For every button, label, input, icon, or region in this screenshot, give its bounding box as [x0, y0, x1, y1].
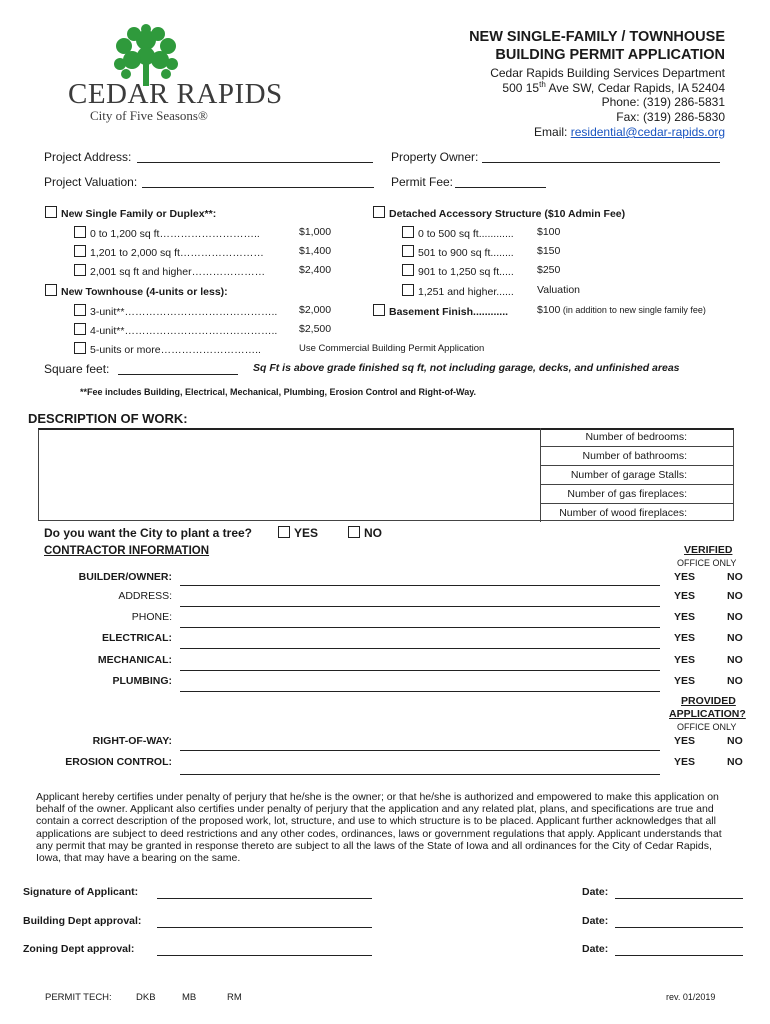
- th-price: $2,500: [299, 323, 332, 335]
- no-option[interactable]: NO: [727, 675, 743, 687]
- fax: Fax: (319) 286-5830: [616, 110, 725, 124]
- verified-label: VERIFIED: [684, 544, 733, 556]
- checkbox[interactable]: [402, 245, 414, 257]
- project-valuation-label: Project Valuation:: [44, 175, 138, 189]
- building-approval-label: Building Dept approval:: [23, 915, 142, 927]
- project-address-field[interactable]: [137, 162, 373, 163]
- yes-option[interactable]: YES: [674, 571, 696, 583]
- provided-label: PROVIDED: [681, 695, 736, 707]
- permit-fee-label: Permit Fee:: [391, 175, 454, 189]
- builder-owner-label: BUILDER/OWNER:: [78, 571, 172, 583]
- tree-yes-checkbox[interactable]: [278, 526, 290, 538]
- applicant-signature-field[interactable]: [157, 898, 372, 899]
- phone: Phone: (319) 286-5831: [601, 95, 725, 109]
- title-line-2: BUILDING PERMIT APPLICATION: [495, 47, 725, 63]
- right-of-way-label: RIGHT-OF-WAY:: [92, 735, 172, 747]
- acc-price: $150: [537, 245, 561, 257]
- checkbox[interactable]: [74, 323, 86, 335]
- mechanical-label: MECHANICAL:: [97, 654, 172, 666]
- tree-icon: [110, 24, 182, 86]
- address-field[interactable]: [180, 606, 660, 607]
- tech-initials: RM: [227, 992, 242, 1003]
- room-count-row[interactable]: Number of bathrooms:: [541, 447, 733, 466]
- townhouse-checkbox[interactable]: [45, 284, 57, 296]
- acc-price: $250: [537, 264, 561, 276]
- th-price: Use Commercial Building Permit Application: [299, 343, 485, 354]
- room-count-row[interactable]: Number of wood fireplaces:: [559, 507, 687, 519]
- fee-note: **Fee includes Building, Electrical, Mechanical, Plumbing, Erosion Control and Right-of-Way.: [80, 387, 477, 397]
- logo-name: CEDAR RAPIDS: [68, 78, 283, 110]
- square-feet-label: Square feet:: [44, 362, 110, 376]
- sf-row[interactable]: 0 to 1,200 sq ft………………………..: [74, 226, 260, 240]
- tech-initials: DKB: [136, 992, 156, 1003]
- checkbox[interactable]: [402, 264, 414, 276]
- no-option[interactable]: NO: [727, 735, 743, 747]
- street-address: 500 15th Ave SW, Cedar Rapids, IA 52404: [502, 80, 725, 95]
- yes-option[interactable]: YES: [674, 735, 696, 747]
- tech-initials: MB: [182, 992, 197, 1003]
- description-heading: DESCRIPTION OF WORK:: [28, 411, 188, 426]
- acc-row[interactable]: 0 to 500 sq ft............: [402, 226, 514, 240]
- acc-price: $100: [537, 226, 561, 238]
- mechanical-field[interactable]: [180, 670, 660, 671]
- date-label: Date:: [582, 915, 609, 927]
- th-row[interactable]: 4-unit**……………………………………..: [74, 323, 277, 337]
- no-option[interactable]: NO: [727, 632, 743, 644]
- office-only-label: OFFICE ONLY: [677, 722, 737, 732]
- sf-price: $1,000: [299, 226, 332, 238]
- yes-option[interactable]: YES: [674, 675, 696, 687]
- revision: rev. 01/2019: [666, 992, 716, 1002]
- tree-no[interactable]: NO: [348, 526, 382, 540]
- checkbox[interactable]: [74, 304, 86, 316]
- accessory-heading[interactable]: Detached Accessory Structure ($10 Admin Fee): [373, 206, 625, 220]
- checkbox[interactable]: [402, 226, 414, 238]
- th-price: $2,000: [299, 304, 332, 316]
- room-count-row[interactable]: Number of bedrooms:: [541, 428, 733, 447]
- builder-owner-field[interactable]: [180, 585, 660, 586]
- accessory-checkbox[interactable]: [373, 206, 385, 218]
- applicant-signature-label: Signature of Applicant:: [23, 886, 139, 898]
- no-option[interactable]: NO: [727, 571, 743, 583]
- rooms-table: [540, 428, 733, 522]
- basement-row[interactable]: Basement Finish............: [373, 304, 508, 318]
- building-approval-field[interactable]: [157, 927, 372, 928]
- zoning-date-field[interactable]: [615, 955, 743, 956]
- date-label: Date:: [582, 943, 609, 955]
- acc-row[interactable]: 901 to 1,250 sq ft.....: [402, 264, 514, 278]
- room-count-row[interactable]: Number of gas fireplaces:: [541, 485, 733, 504]
- tree-no-checkbox[interactable]: [348, 526, 360, 538]
- permit-tech-label: PERMIT TECH:: [45, 992, 112, 1003]
- no-option[interactable]: NO: [727, 654, 743, 666]
- townhouse-heading[interactable]: New Townhouse (4-units or less):: [45, 284, 228, 298]
- basement-price: $100 (in addition to new single family fee): [537, 304, 706, 316]
- checkbox[interactable]: [402, 284, 414, 296]
- electrical-field[interactable]: [180, 648, 660, 649]
- application-label: APPLICATION?: [669, 708, 746, 720]
- project-address-label: Project Address:: [44, 150, 132, 164]
- yes-option[interactable]: YES: [674, 590, 696, 602]
- office-only-label: OFFICE ONLY: [677, 558, 737, 568]
- checkbox[interactable]: [74, 245, 86, 257]
- address-label: ADDRESS:: [118, 590, 172, 602]
- property-owner-label: Property Owner:: [391, 150, 479, 164]
- room-count-row[interactable]: Number of garage Stalls:: [541, 466, 733, 485]
- yes-option[interactable]: YES: [674, 654, 696, 666]
- square-feet-field[interactable]: [118, 374, 238, 375]
- single-family-checkbox[interactable]: [45, 206, 57, 218]
- acc-row[interactable]: 501 to 900 sq ft........: [402, 245, 514, 259]
- erosion-control-field[interactable]: [180, 774, 660, 775]
- single-family-heading[interactable]: New Single Family or Duplex**:: [45, 206, 216, 220]
- building-date-field[interactable]: [615, 927, 743, 928]
- yes-option[interactable]: YES: [674, 756, 696, 768]
- sf-row[interactable]: 1,201 to 2,000 sq ft……………………: [74, 245, 264, 259]
- applicant-date-field[interactable]: [615, 898, 743, 899]
- contractor-heading: CONTRACTOR INFORMATION: [44, 545, 210, 557]
- erosion-control-label: EROSION CONTROL:: [65, 756, 172, 768]
- date-label: Date:: [582, 886, 609, 898]
- title-line-1: NEW SINGLE-FAMILY / TOWNHOUSE: [469, 29, 725, 45]
- plumbing-field[interactable]: [180, 691, 660, 692]
- project-valuation-field[interactable]: [142, 187, 374, 188]
- zoning-approval-label: Zoning Dept approval:: [23, 943, 135, 955]
- no-option[interactable]: NO: [727, 611, 743, 623]
- basement-checkbox[interactable]: [373, 304, 385, 316]
- yes-option[interactable]: YES: [674, 611, 696, 623]
- checkbox[interactable]: [74, 264, 86, 276]
- checkbox[interactable]: [74, 226, 86, 238]
- property-owner-field[interactable]: [482, 162, 720, 163]
- right-of-way-field[interactable]: [180, 750, 660, 751]
- th-row[interactable]: 5-units or more………………………..: [74, 342, 261, 356]
- email: Email: residential@cedar-rapids.org: [534, 125, 725, 139]
- no-option[interactable]: NO: [727, 590, 743, 602]
- sf-price: $2,400: [299, 264, 332, 276]
- acc-price: Valuation: [537, 284, 581, 296]
- checkbox[interactable]: [74, 342, 86, 354]
- tree-question: Do you want the City to plant a tree?: [44, 526, 253, 540]
- th-row[interactable]: 3-unit**……………………………………..: [74, 304, 277, 318]
- zoning-approval-field[interactable]: [157, 955, 372, 956]
- plumbing-label: PLUMBING:: [112, 675, 172, 687]
- no-option[interactable]: NO: [727, 756, 743, 768]
- electrical-label: ELECTRICAL:: [102, 632, 172, 644]
- acc-row[interactable]: 1,251 and higher......: [402, 284, 514, 298]
- logo-tagline: City of Five Seasons®: [90, 108, 208, 123]
- sqft-note: Sq Ft is above grade finished sq ft, not including garage, decks, and unfinished areas: [253, 362, 680, 374]
- email-link[interactable]: residential@cedar-rapids.org: [570, 125, 725, 139]
- sf-price: $1,400: [299, 245, 332, 257]
- phone-label: PHONE:: [131, 611, 172, 623]
- certification-text: Applicant hereby certifies under penalty of perjury that he/she is the owner; or that he/she is authorized and empowered to make this application on behalf of the owner. Applicant also certifies under penalty of perjury that the application and any related plat, plans, and specifications are true and contain a correct description of the proposed work, lot, structure, and use to which structure is to be placed. Applicant further acknowledges that all applications are subject to deed restrictions and any other codes, ordinances, laws or government regulations that apply. Applicant understands that any permit that may be granted in response thereto are subject to all the laws of the State of Iowa and all ordinances for the City of Cedar Rapids, Iowa, that may have a bearing on the same.: [36, 791, 722, 865]
- phone-field[interactable]: [180, 627, 660, 628]
- department: Cedar Rapids Building Services Department: [490, 66, 725, 80]
- permit-fee-field[interactable]: [455, 187, 546, 188]
- yes-option[interactable]: YES: [674, 632, 696, 644]
- tree-yes[interactable]: YES: [278, 526, 318, 540]
- sf-row[interactable]: 2,001 sq ft and higher…………………: [74, 264, 265, 278]
